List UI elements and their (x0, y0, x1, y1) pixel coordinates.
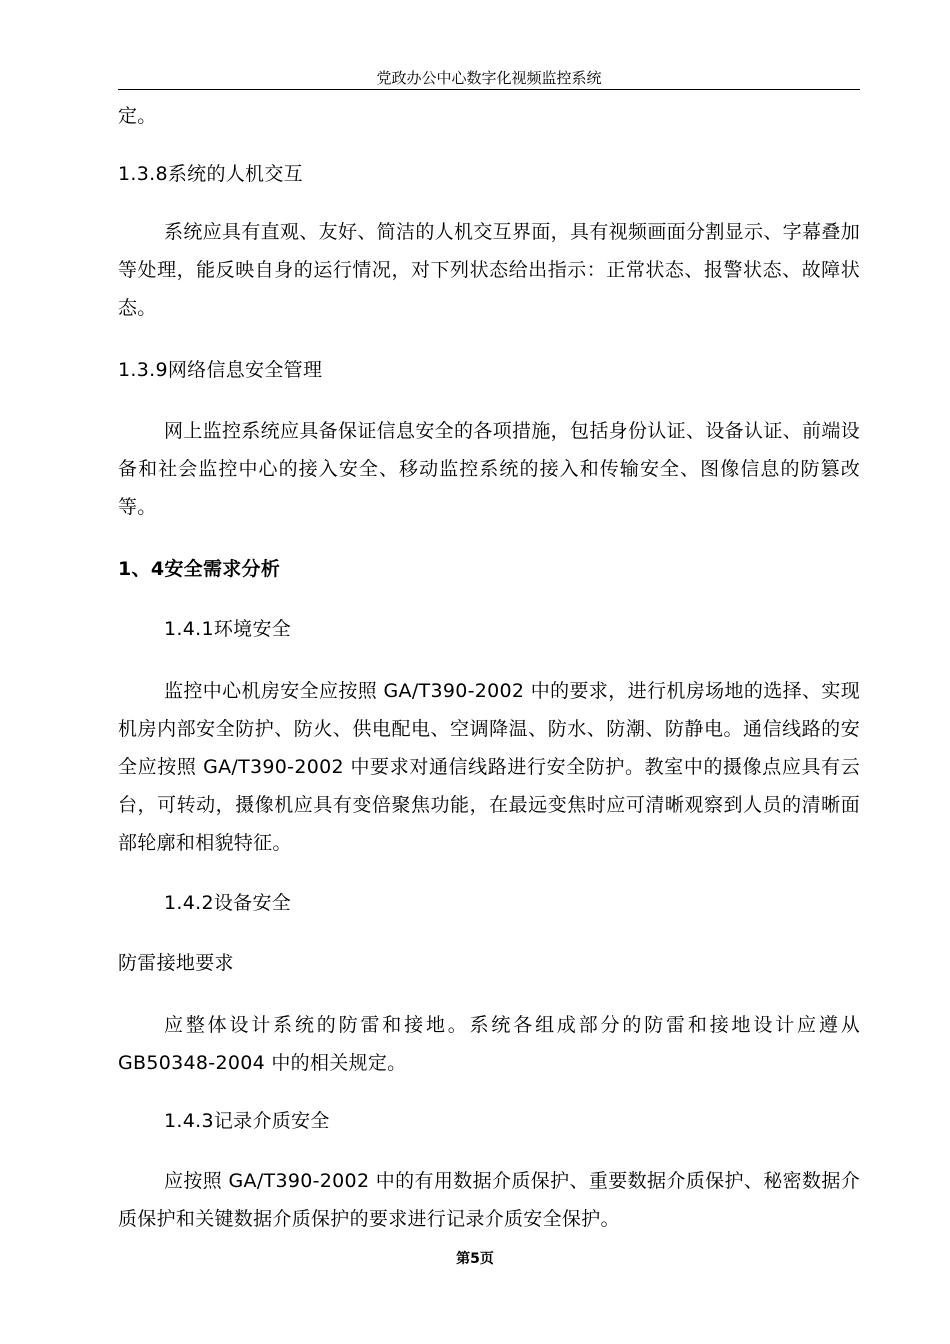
heading-1-4-1: 1.4.1环境安全 (164, 618, 292, 640)
header-divider (118, 89, 860, 90)
paragraph-1-3-9: 网上监控系统应具备保证信息安全的各项措施，包括身份认证、设备认证、前端设备和社会监控中心的接入安全、移动监控系统的接入和传输安全、图像信息的防篡改等。 (118, 420, 860, 518)
running-header: 党政办公中心数字化视频监控系统 (376, 69, 602, 87)
heading-1-4-2: 1.4.2设备安全 (164, 892, 292, 914)
paragraph-1-4-3: 应按照 GA/T390-2002 中的有用数据介质保护、重要数据介质保护、秘密数据介质保护和关键数据介质保护的要求进行记录介质安全保护。 (118, 1170, 860, 1230)
heading-1-4-3: 1.4.3记录介质安全 (164, 1110, 330, 1132)
heading-1-3-9: 1.3.9网络信息安全管理 (118, 359, 323, 381)
page-number: 第5页 (456, 1251, 494, 1267)
heading-1-4: 1、4安全需求分析 (118, 558, 281, 580)
paragraph-1-4-2: 应整体设计系统的防雷和接地。系统各组成部分的防雷和接地设计应遵从 GB50348-2004 中的相关规定。 (118, 1014, 860, 1074)
paragraph-continuation: 定。 (118, 105, 157, 127)
paragraph-1-3-8: 系统应具有直观、友好、简洁的人机交互界面，具有视频画面分割显示、字幕叠加等处理，能反映自身的运行情况，对下列状态给出指示：正常状态、报警状态、故障状态。 (118, 221, 860, 319)
paragraph-1-4-1: 监控中心机房安全应按照 GA/T390-2002 中的要求，进行机房场地的选择、实现机房内部安全防护、防火、供电配电、空调降温、防水、防潮、防静电。通信线路的安全应按照 GA/T390-2002 中要求对通信线路进行安全防护。教室中的摄像点应具有云台，可转动，摄像机应具有变倍聚焦功能，在最远变焦时应可清晰观察到人员的清晰面部轮廓和相貌特征。 (118, 680, 860, 854)
heading-lightning-grounding: 防雷接地要求 (118, 952, 234, 974)
heading-1-3-8: 1.3.8系统的人机交互 (118, 163, 303, 185)
